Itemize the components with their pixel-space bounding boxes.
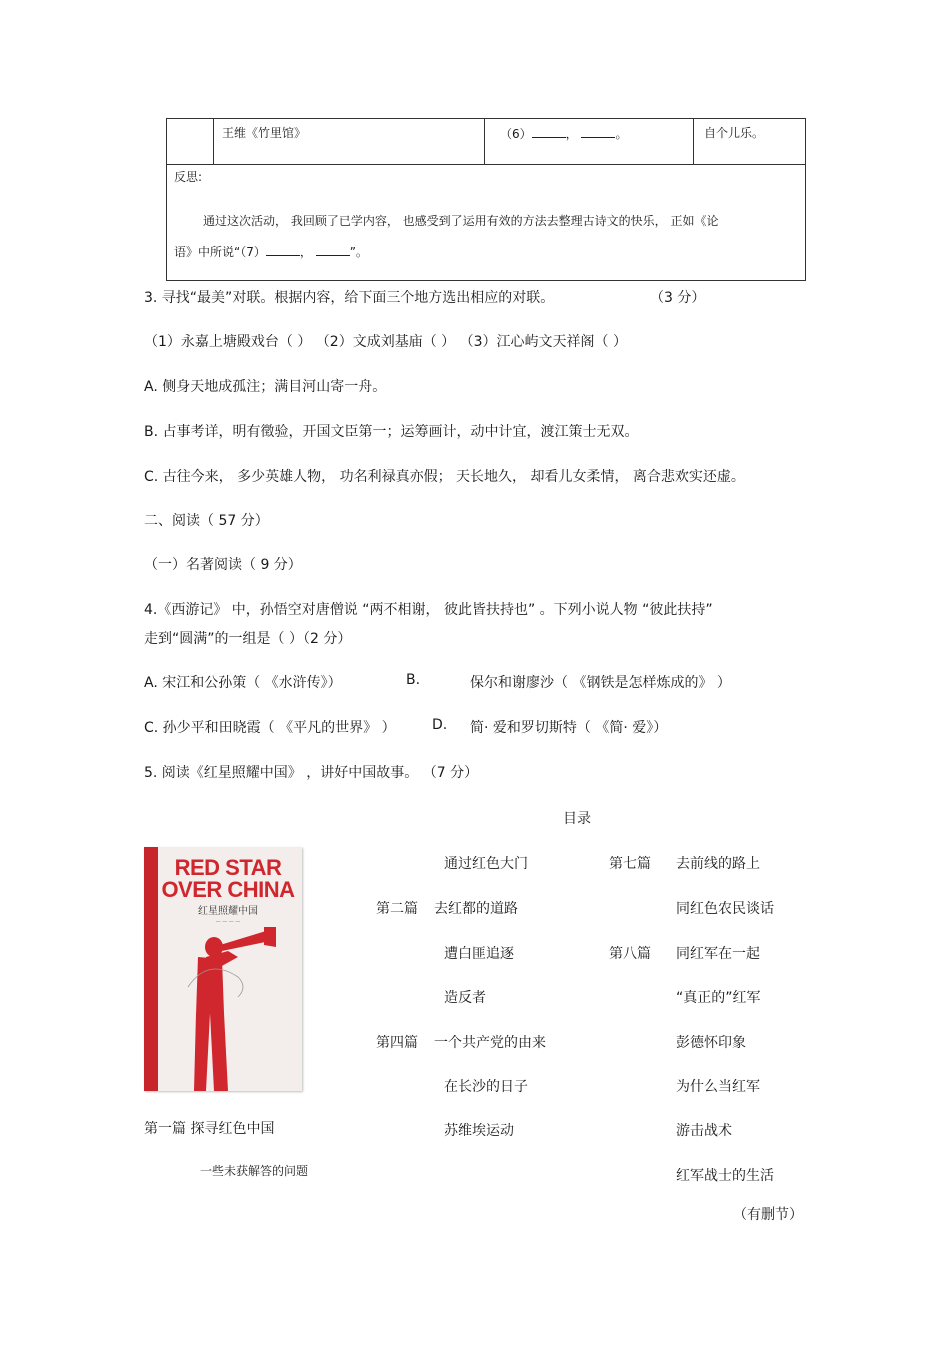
reflect-line-1: 通过这次活动， 我回顾了已学内容， 也感受到了运用有效的方法去整理古诗文的快乐， 正如《论 xyxy=(203,214,719,228)
toc-section: 去红都的道路 xyxy=(434,901,518,917)
q5-title: 5. 阅读《红星照耀中国》 ，讲好中国故事。 （7 分） xyxy=(144,765,479,781)
toc-chapter-7: 第七篇 xyxy=(609,856,651,872)
table-cell-poem: 王维《竹里馆》 xyxy=(222,126,307,140)
toc-section: 游击战术 xyxy=(676,1123,732,1139)
q4-option-d: 简· 爱和罗切斯特（ 《简· 爱》） xyxy=(470,720,668,736)
toc-abridged-note: （有删节） xyxy=(733,1207,803,1223)
toc-section: 为什么当红军 xyxy=(676,1079,760,1095)
q4-option-a: A. 宋江和公孙策（ 《水浒传》） xyxy=(144,675,342,691)
toc-section: 红军战士的生活 xyxy=(676,1168,774,1184)
section-heading: 二、阅读（ 57 分） xyxy=(144,513,269,529)
toc-section: 通过红色大门 xyxy=(444,856,528,872)
q3-option-c: C. 古往今来， 多少英雄人物， 功名利禄真亦假； 天长地久， 却看儿女柔情， 离合悲欢实还虚。 xyxy=(144,469,745,485)
toc-section: 一个共产党的由来 xyxy=(434,1035,546,1051)
toc-heading: 目录 xyxy=(563,811,591,827)
q3-title: 3. 寻找“最美”对联。根据内容，给下面三个地方选出相应的对联。 xyxy=(144,290,555,306)
toc-section: 同红色农民谈话 xyxy=(676,901,774,917)
bugler-silhouette-icon xyxy=(158,927,302,1091)
q3-option-a: A. 侧身天地成孤注；满目河山寄一舟。 xyxy=(144,379,387,395)
toc-section: 在长沙的日子 xyxy=(444,1079,528,1095)
table-cell-blank-6: （6） ， 。 xyxy=(500,127,628,141)
q3-option-b: B. 占事考详，明有徵验，开国文臣第一；运筹画计，动中计宜，渡江策士无双。 xyxy=(144,424,639,440)
toc-section: “真正的”红军 xyxy=(676,990,761,1006)
toc-section: 造反者 xyxy=(444,990,486,1006)
q4-line-1: 4.《西游记》 中，孙悟空对唐僧说 “两不相谢， 彼此皆扶持也” 。下列小说人物 “彼此扶持” xyxy=(144,602,713,618)
cover-title-cn: 红星照耀中国 xyxy=(198,906,258,917)
toc-chapter-2: 第二篇 xyxy=(376,901,418,917)
toc-chapter-1: 第一篇 探寻红色中国 xyxy=(144,1121,275,1137)
subsection-heading: （一）名著阅读（ 9 分） xyxy=(144,557,302,573)
book-spine xyxy=(144,847,158,1091)
toc-section: 去前线的路上 xyxy=(676,856,760,872)
toc-chapter-8: 第八篇 xyxy=(609,946,651,962)
cover-title-en: RED STAR OVER CHINA xyxy=(161,855,295,902)
toc-section: 一些未获解答的问题 xyxy=(200,1164,309,1178)
table-divider xyxy=(693,119,694,164)
toc-section: 同红军在一起 xyxy=(676,946,760,962)
q3-items: （1）永嘉上塘殿戏台（ ） （2）文成刘基庙（ ） （3）江心屿文天祥阁（ ） xyxy=(144,334,627,350)
poetry-table xyxy=(166,118,806,281)
toc-section: 彭德怀印象 xyxy=(676,1035,746,1051)
table-divider xyxy=(213,119,214,164)
q4-line-2: 走到“圆满”的一组是（ ）（2 分） xyxy=(144,631,352,647)
q4-option-b-label: B. xyxy=(406,672,421,688)
q4-option-b: 保尔和谢廖沙（ 《钢铁是怎样炼成的》 ） xyxy=(470,675,731,691)
toc-chapter-4: 第四篇 xyxy=(376,1035,418,1051)
cover-author-line: — — — — xyxy=(215,919,241,925)
toc-section: 遭白匪追逐 xyxy=(444,946,514,962)
q4-option-d-label: D. xyxy=(432,717,448,733)
table-divider xyxy=(167,164,805,165)
toc-section: 苏维埃运动 xyxy=(444,1123,514,1139)
q4-option-c: C. 孙少平和田晓霞（ 《平凡的世界》 ） xyxy=(144,720,396,736)
table-cell-meaning: 自个儿乐。 xyxy=(704,126,765,140)
reflect-line-2: 语》中所说“（7） ， ”。 xyxy=(174,245,368,259)
table-divider xyxy=(484,119,485,164)
reflect-label: 反思: xyxy=(174,170,203,184)
book-cover-image xyxy=(144,847,302,1091)
q3-score: （3 分） xyxy=(650,290,706,306)
